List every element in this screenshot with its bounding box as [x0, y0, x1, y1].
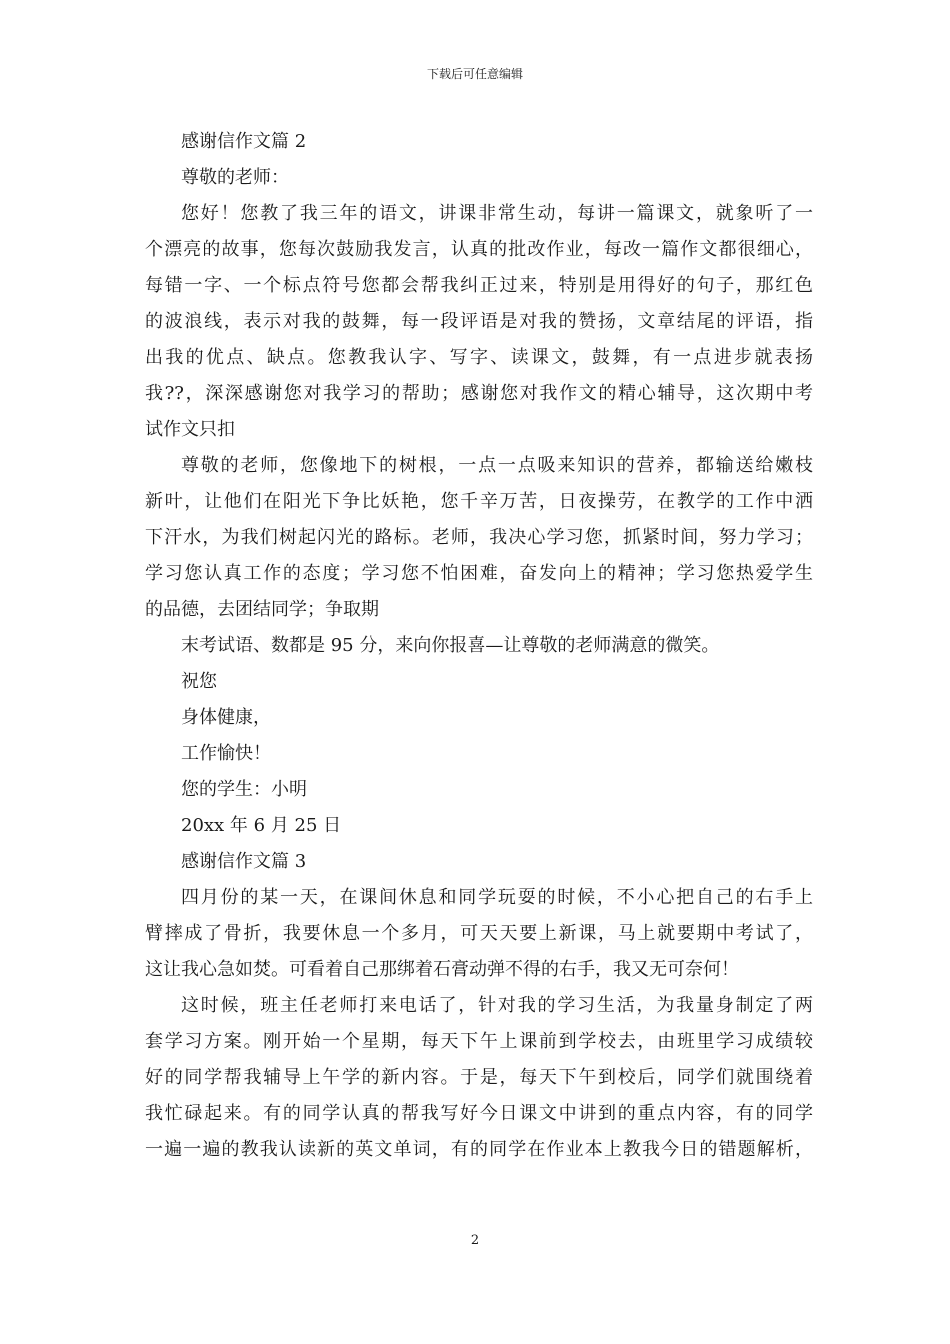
text-line: 尊敬的老师，您像地下的树根，一点一点吸来知识的营养，都输送给嫩枝	[181, 455, 813, 476]
text-line: 您好！您教了我三年的语文，讲课非常生动，每讲一篇课文，就象听了一	[181, 203, 813, 224]
salutation: 尊敬的老师：	[181, 167, 289, 188]
text-line: 我??，深深感谢您对我学习的帮助；感谢您对我作文的精心辅导，这次期中考	[145, 383, 813, 404]
letter-date: 20xx 年 6 月 25 日	[181, 815, 342, 836]
page-number: 2	[470, 1233, 480, 1248]
text-line: 四月份的某一天，在课间休息和同学玩耍的时候，不小心把自己的右手上	[181, 887, 813, 908]
section-heading: 感谢信作文篇 2	[181, 131, 307, 152]
text-line: 的波浪线，表示对我的鼓舞，每一段评语是对我的赞扬，文章结尾的评语，指	[145, 311, 813, 332]
text-line: 每错一字、一个标点符号您都会帮我纠正过来，特别是用得好的句子，那红色	[145, 275, 813, 296]
text-line: 出我的优点、缺点。您教我认字、写字、读课文，鼓舞，有一点进步就表扬	[145, 347, 813, 368]
text-line: 试作文只扣	[145, 419, 235, 440]
signature: 您的学生：小明	[181, 779, 307, 800]
section-heading: 感谢信作文篇 3	[181, 851, 307, 872]
text-line: 一遍一遍的教我认读新的英文单词，有的同学在作业本上教我今日的错题解析，	[145, 1139, 813, 1160]
closing-line: 祝您	[181, 671, 217, 692]
text-line: 臂摔成了骨折，我要休息一个多月，可天天要上新课，马上就要期中考试了，	[145, 923, 813, 944]
text-line: 我忙碌起来。有的同学认真的帮我写好今日课文中讲到的重点内容，有的同学	[145, 1103, 813, 1124]
text-line: 这时候，班主任老师打来电话了，针对我的学习生活，为我量身制定了两	[181, 995, 813, 1016]
closing-line: 工作愉快！	[181, 743, 271, 764]
text-line: 这让我心急如焚。可看着自己那绑着石膏动弹不得的右手，我又无可奈何！	[145, 959, 739, 980]
text-line: 下汗水，为我们树起闪光的路标。老师，我决心学习您，抓紧时间，努力学习；	[145, 527, 813, 548]
closing-line: 身体健康，	[181, 707, 271, 728]
document-body	[145, 124, 813, 1168]
text-line: 学习您认真工作的态度；学习您不怕困难，奋发向上的精神；学习您热爱学生	[145, 563, 813, 584]
text-line: 新叶，让他们在阳光下争比妖艳，您千辛万苦，日夜操劳，在教学的工作中洒	[145, 491, 813, 512]
text-line: 的品德，去团结同学；争取期	[145, 599, 379, 620]
page-header: 下载后可任意编辑	[426, 67, 523, 81]
text-line: 好的同学帮我辅导上午学的新内容。于是，每天下午到校后，同学们就围绕着	[145, 1067, 813, 1088]
text-line: 套学习方案。刚开始一个星期，每天下午上课前到学校去，由班里学习成绩较	[145, 1031, 813, 1052]
text-line: 末考试语、数都是 95 分，来向你报喜—让尊敬的老师满意的微笑。	[181, 635, 720, 656]
text-line: 个漂亮的故事，您每次鼓励我发言，认真的批改作业，每改一篇作文都很细心，	[145, 239, 813, 260]
